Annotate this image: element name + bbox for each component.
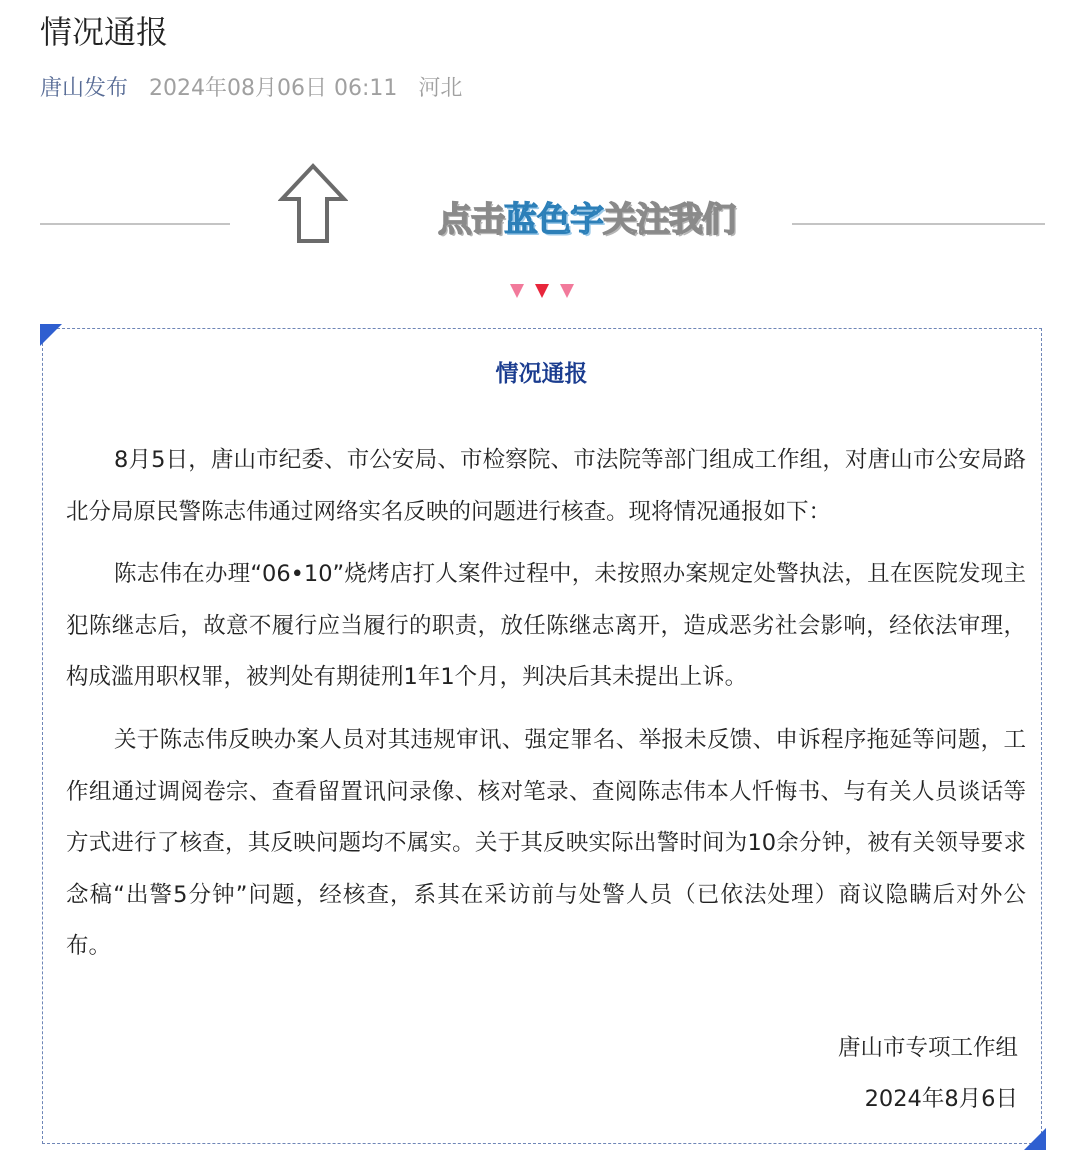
follow-us-banner[interactable] [438,196,735,244]
account-name-link[interactable]: 唐山发布 [40,76,129,101]
banner-divider-left [40,223,230,225]
publish-datetime: 2024年08月06日 06:11 [149,76,398,101]
triangle-marker-icon [560,284,574,298]
signature-date: 2024年8月6日 [864,1086,1018,1112]
follow-highlight: 蓝色字 [504,200,603,240]
publish-location: 河北 [418,76,463,101]
article-meta [40,72,462,106]
notice-paragraph-3: 关于陈志伟反映办案人员对其违规审讯、强定罪名、举报未反馈、申诉程序拖延等问题，工作组通过调阅卷宗、查看留置讯问录像、核对笔录、查阅陈志伟本人忏悔书、与有关人员谈话等方式进行了核查，其反映问题均不属实。关于其反映实际出警时间为10余分钟，被有关领导要求念稿“出警5分钟”问题，经核查，系其在采访前与处警人员（已依法处理）商议隐瞒后对外公布。 [66,727,1026,959]
triangle-markers [507,281,577,301]
notice-paragraph-1: 8月5日，唐山市纪委、市公安局、市检察院、市法院等部门组成工作组，对唐山市公安局路北分局原民警陈志伟通过网络实名反映的问题进行核查。现将情况通报如下： [66,447,1026,525]
follow-suffix: 关注我们 [603,200,735,240]
triangle-marker-icon [535,284,549,298]
banner-divider-right [792,223,1045,225]
follow-prefix: 点击 [438,200,504,240]
signature-organization: 唐山市专项工作组 [837,1035,1018,1061]
notice-paragraph-2: 陈志伟在办理“06•10”烧烤店打人案件过程中，未按照办案规定处警执法，且在医院发现主犯陈继志后，故意不履行应当履行的职责，放任陈继志离开，造成恶劣社会影响，经依法审理，构成滥用职权罪，被判处有期徒刑1年1个月，判决后其未提出上诉。 [66,561,1026,690]
corner-decoration-bottom-right [1024,1128,1046,1150]
notice-title: 情况通报 [495,361,588,387]
corner-decoration-top-left [40,324,62,346]
article-title: 情况通报 [40,13,169,51]
up-arrow-icon [278,163,348,245]
triangle-marker-icon [510,284,524,298]
